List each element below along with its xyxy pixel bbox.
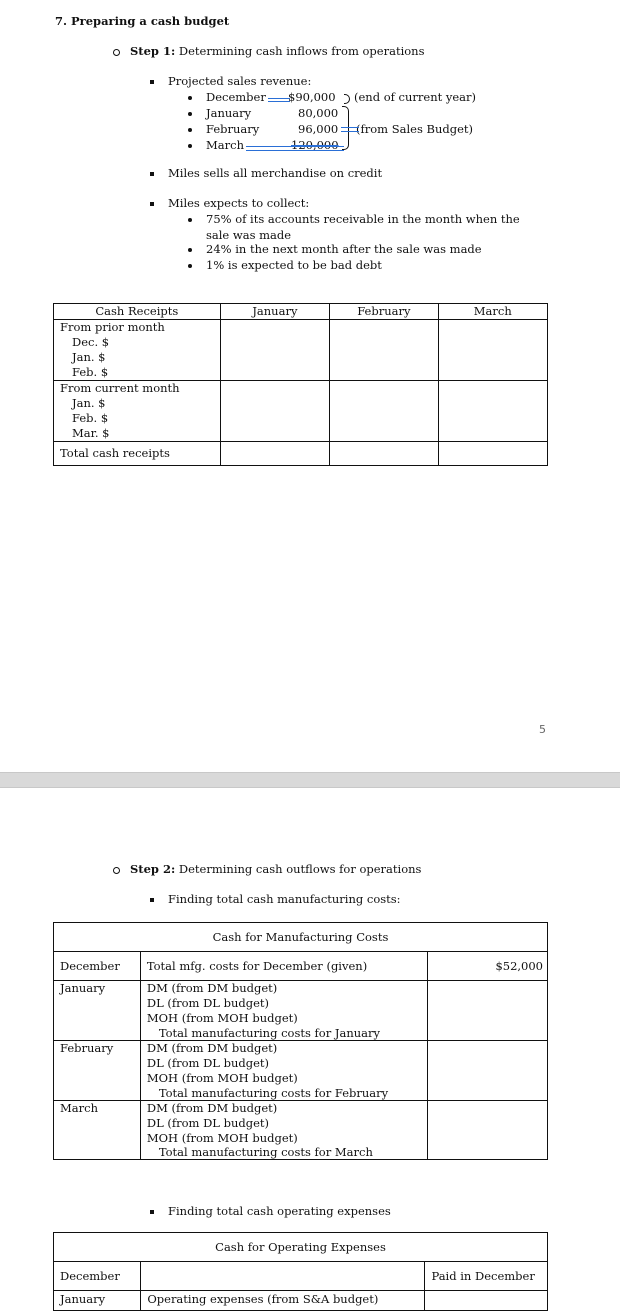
month-total: Total manufacturing costs for March xyxy=(158,1145,373,1159)
collect-label: Miles expects to collect: xyxy=(168,196,310,210)
empty-cell xyxy=(438,320,547,381)
december-amount: $52,000 xyxy=(428,952,548,981)
month-label: January xyxy=(54,1291,141,1311)
empty-cell xyxy=(220,381,329,442)
prior-month-label: From prior month xyxy=(60,320,165,334)
square-bullet-icon xyxy=(150,172,154,176)
square-bullet-icon xyxy=(150,80,154,84)
projected-sales-label: Projected sales revenue: xyxy=(168,74,312,88)
sales-amount: $90,000 xyxy=(288,90,336,104)
page-separator xyxy=(0,772,620,788)
row-label: Dec. $ xyxy=(72,335,110,349)
table-header: January xyxy=(220,304,329,320)
row-label: Feb. $ xyxy=(72,411,109,425)
sales-month: December xyxy=(206,90,266,104)
section-heading: 7. Preparing a cash budget xyxy=(55,14,230,28)
sales-amount: 96,000 xyxy=(298,122,339,136)
bracket-icon xyxy=(344,94,350,104)
blue-pen-mark xyxy=(341,131,359,132)
empty-cell xyxy=(141,1262,425,1291)
line-item: DM (from DM budget) xyxy=(146,981,278,995)
bullet-icon xyxy=(188,96,192,100)
blue-pen-mark xyxy=(268,101,290,102)
bullet-icon xyxy=(188,264,192,268)
manufacturing-costs-table xyxy=(53,922,548,1160)
note-end-of-year: (end of current year) xyxy=(354,90,477,104)
empty-cell xyxy=(425,1291,548,1311)
bullet-icon xyxy=(188,248,192,252)
current-month-label: From current month xyxy=(60,381,180,395)
table-header: Cash Receipts xyxy=(54,304,221,320)
empty-cell xyxy=(330,320,438,381)
current-month-cell xyxy=(54,381,221,442)
month-label: December xyxy=(54,1262,141,1291)
prior-month-cell xyxy=(54,320,221,381)
blue-pen-mark xyxy=(268,98,290,99)
empty-cell xyxy=(330,381,438,442)
blue-pen-mark xyxy=(246,146,344,147)
month-label: December xyxy=(54,952,141,981)
line-item: DM (from DM budget) xyxy=(146,1041,278,1055)
month-lines xyxy=(140,1041,428,1101)
december-paid: Paid in December xyxy=(425,1262,548,1291)
step1-heading: Step 1: Determining cash inflows from operations xyxy=(130,44,425,58)
bracket-icon xyxy=(342,106,349,150)
empty-cell xyxy=(438,381,547,442)
empty-cell xyxy=(428,981,548,1041)
row-label: Jan. $ xyxy=(72,350,106,364)
empty-cell xyxy=(438,442,547,466)
collect-item: 1% is expected to be bad debt xyxy=(206,258,382,272)
line-item: DL (from DL budget) xyxy=(146,996,269,1010)
empty-cell xyxy=(220,442,329,466)
table-title: Cash for Operating Expenses xyxy=(54,1233,548,1262)
month-lines xyxy=(140,981,428,1041)
month-total: Total manufacturing costs for February xyxy=(158,1086,389,1100)
square-bullet-icon xyxy=(150,202,154,206)
month-total: Total manufacturing costs for January xyxy=(158,1026,381,1040)
row-label: Jan. $ xyxy=(72,396,106,410)
sales-month: January xyxy=(206,106,252,120)
square-bullet-icon xyxy=(150,898,154,902)
bullet-icon xyxy=(188,218,192,222)
blue-pen-mark xyxy=(341,127,359,128)
line-item: MOH (from MOH budget) xyxy=(146,1131,298,1145)
hollow-bullet-icon xyxy=(113,49,120,56)
collect-item: 75% of its accounts receivable in the month when the xyxy=(206,212,520,226)
month-label: March xyxy=(54,1101,141,1160)
month-label: January xyxy=(54,981,141,1041)
empty-cell xyxy=(428,1041,548,1101)
operating-expenses-table xyxy=(53,1232,548,1311)
bullet-icon xyxy=(188,144,192,148)
line-item: MOH (from MOH budget) xyxy=(146,1071,298,1085)
page-number: 5 xyxy=(539,723,546,736)
step2-heading: Step 2: Determining cash outflows for operations xyxy=(130,862,422,876)
opex-bullet-text: Finding total cash operating expenses xyxy=(168,1204,391,1218)
line-item: DL (from DL budget) xyxy=(146,1116,269,1130)
cash-receipts-table xyxy=(53,303,548,466)
sales-month: March xyxy=(206,138,244,152)
table-header: February xyxy=(330,304,438,320)
month-lines xyxy=(140,1101,428,1160)
square-bullet-icon xyxy=(150,1210,154,1214)
bullet-icon xyxy=(188,112,192,116)
row-label: Feb. $ xyxy=(72,365,109,379)
empty-cell xyxy=(220,320,329,381)
collect-item: 24% in the next month after the sale was made xyxy=(206,242,482,256)
credit-text: Miles sells all merchandise on credit xyxy=(168,166,383,180)
empty-cell xyxy=(428,1101,548,1160)
table-title: Cash for Manufacturing Costs xyxy=(54,923,548,952)
bullet-icon xyxy=(188,128,192,132)
note-sales-budget: (from Sales Budget) xyxy=(356,122,473,136)
blue-pen-mark xyxy=(246,150,344,151)
mfg-bullet-text: Finding total cash manufacturing costs: xyxy=(168,892,401,906)
january-text: Operating expenses (from S&A budget) xyxy=(141,1291,425,1311)
table-header: March xyxy=(438,304,547,320)
total-receipts-label: Total cash receipts xyxy=(54,442,221,466)
empty-cell xyxy=(330,442,438,466)
sales-amount: 80,000 xyxy=(298,106,339,120)
sales-amount: 120,000 xyxy=(291,138,339,152)
hollow-bullet-icon xyxy=(113,867,120,874)
row-label: Mar. $ xyxy=(72,426,110,440)
line-item: MOH (from MOH budget) xyxy=(146,1011,298,1025)
december-text: Total mfg. costs for December (given) xyxy=(140,952,428,981)
line-item: DM (from DM budget) xyxy=(146,1101,278,1115)
sales-month: February xyxy=(206,122,260,136)
month-label: February xyxy=(54,1041,141,1101)
collect-item: sale was made xyxy=(206,228,292,242)
line-item: DL (from DL budget) xyxy=(146,1056,269,1070)
